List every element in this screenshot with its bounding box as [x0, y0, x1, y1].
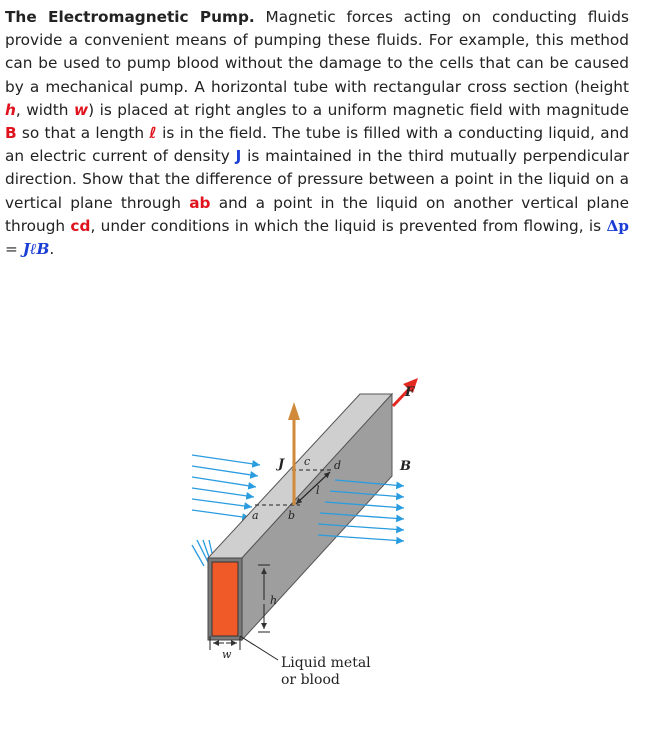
ell-symbol: ℓ — [149, 124, 157, 143]
B-symbol: B — [5, 124, 17, 143]
label-c: c — [304, 455, 311, 468]
label-b: b — [288, 509, 296, 522]
J-symbol: J — [235, 147, 242, 166]
h-symbol: h — [5, 100, 16, 119]
rectangular-tube — [208, 394, 392, 640]
ab-label: ab — [189, 193, 211, 212]
fluid-cross-section — [212, 562, 238, 636]
caption-leader — [240, 636, 278, 660]
label-B: B — [400, 459, 411, 474]
label-d: d — [334, 459, 342, 472]
label-l: l — [316, 484, 320, 497]
cd-label: cd — [70, 216, 91, 235]
label-h: h — [270, 594, 278, 607]
problem-text: The Electromagnetic Pump. Magnetic forces acting on conducting fluids provide a convenient means of pumping these fluids. For example, this method can be used to pump blood without the damage to the cells that can be caused by a mechanical pump. A horizontal tube with rectangular cross section (height h, width w) is placed at right angles to a uniform magnetic field with magnitude B so that a length ℓ is in the field. The tube is filled with a conducting liquid, and an electric current of density J is maintained in the third mutually perpendicular direction. Show that the difference of pressure between a point in the liquid on a vertical plane through ab and a point in the liquid on another vertical plane through cd, under conditions in which the liquid is prevented from flowing, is Δp = JℓB. — [5, 8, 630, 259]
w-symbol: w — [73, 100, 89, 119]
label-w: w — [222, 648, 232, 661]
label-F: F — [405, 385, 415, 400]
label-J: J — [278, 457, 285, 472]
label-a: a — [252, 509, 259, 522]
problem-title: The Electromagnetic Pump. — [5, 8, 255, 26]
pressure-equation: Δp = JℓB — [5, 216, 630, 259]
caption-line-1: Liquid metal — [281, 655, 371, 671]
caption-line-2: or blood — [281, 672, 340, 688]
